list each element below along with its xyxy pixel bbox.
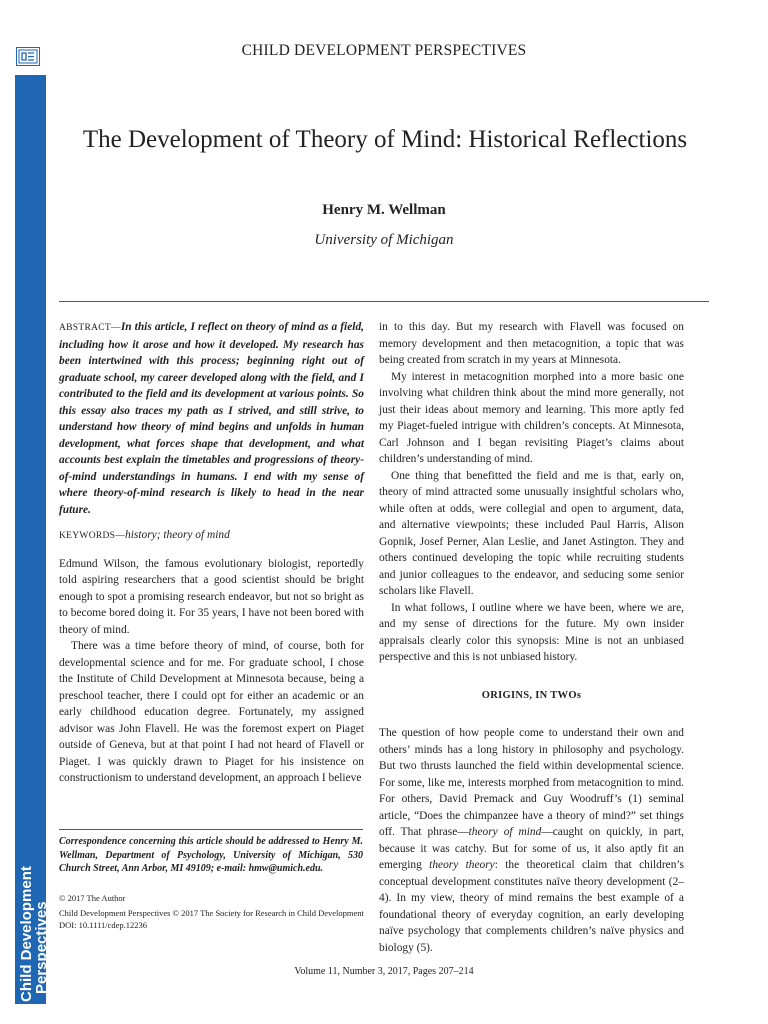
article-title: The Development of Theory of Mind: Historical Reflections xyxy=(82,126,688,153)
body-paragraph: There was a time before theory of mind, of course, both for developmental science and for me. For graduate school, I chose the Institute of Child Development at Minnesota because, being a preschool teacher, there I could opt for either an academic or an early childhood education degree. Fortunately, my assigned advisor was John Flavell. He was the foremost expert on Piaget outside of Geneva, but at that point I had not heard of Flavell or Piaget. I was quickly drawn to Piaget for his insistence on constructionism to understand development, an approach I believe xyxy=(59,640,364,784)
correspondence-note: Correspondence concerning this article should be addressed to Henry M. Wellman, Department of Psychology, University of Michigan, 530 Church Street, Ann Arbor, MI 49109; e-mail: hmw@umich.edu. xyxy=(59,836,363,874)
author-name: Henry M. Wellman xyxy=(322,202,446,218)
footnote-divider xyxy=(59,829,363,830)
origins-text-part1: The question of how people come to understand their own and others’ minds has a long history in philosophy and psychology. But two thrusts launched the field within developmental science. For some, like me, interests morphed from metacognition to mind. For others, David Premack and Guy Woodruff’s (1) seminal article, “Does the chimpanzee have a theory of mind?” set things off. That phrase— xyxy=(379,727,684,838)
origins-emphasis-2: theory theory xyxy=(429,859,495,871)
keywords-lead: KEYWORDS— xyxy=(59,531,126,541)
abstract-text: In this article, I reflect on theory of mind as a field, including how it arose and how it developed. My research has been intertwined with this process; beginning right out of graduate school, my career developed along with the field, and I contributed to the field and its development at various points. So this essay also traces my path as I strived, and still strive, to understand how theory of mind begins and unfolds in human development, what forces shape that development, and what accounts best explain the timetables and progressions of theory-of-mind understandings in humans. I end with my sense of where theory-of-mind research is likely to head in the near future. xyxy=(59,321,364,516)
abstract-lead: ABSTRACT— xyxy=(59,323,121,333)
copyright-journal: Child Development Perspectives © 2017 The Society for Research in Child Development xyxy=(59,908,364,918)
origins-text-part3: : the theoretical claim that children’s conceptual development constitutes naïve theory development (2–4). In my view, theory of mind remains the best example of a foundational theory of everyday cognition, an early developing naïve psychology that complements children’s naïve physics and biology (5). xyxy=(379,859,684,954)
side-label-line2: Perspectives xyxy=(33,901,50,994)
header-divider xyxy=(59,301,709,302)
origins-emphasis-1: theory of mind xyxy=(468,826,542,838)
keywords-text: history; theory of mind xyxy=(125,529,230,541)
page-footer: Volume 11, Number 3, 2017, Pages 207–214 xyxy=(294,966,474,977)
journal-header: CHILD DEVELOPMENT PERSPECTIVES xyxy=(241,42,527,59)
origins-text-part2: —caught on quickly, in part, because it was catchy. But for some of us, it also aptly fit an emerging xyxy=(379,826,684,871)
copyright-author: © 2017 The Author xyxy=(59,893,126,903)
doi: DOI: 10.1111/cdep.12236 xyxy=(59,920,148,930)
side-label-line1: Child Development xyxy=(18,866,35,1002)
body-paragraph: in to this day. But my research with Flavell was focused on memory development and then metacognition, a topic that was being created from scratch in my years at Minnesota. xyxy=(379,321,684,366)
right-column xyxy=(379,319,684,956)
side-journal-label xyxy=(19,866,49,1002)
body-paragraph: One thing that benefitted the field and me is that, early on, theory of mind attracted some unusually insightful scholars who, while often at odds, were collegial and open to argument, data, and alternative viewpoints; these included Paul Harris, Alison Gopnik, Josef Perner, Alan Leslie, and Janet Astington. They and others continued developing the topic while recruiting students and junior colleagues to the endeavor, and seducing some senior scholars like Flavell. xyxy=(379,469,684,597)
author-affiliation: University of Michigan xyxy=(314,232,454,248)
body-paragraph: Edmund Wilson, the famous evolutionary biologist, reportedly told aspiring researchers that a good scientist should be bright enough to spot a promising research endeavor, but not so bright as to become bored doing it. For 35 years, I have not been bored with theory of mind. xyxy=(59,557,364,636)
abstract xyxy=(59,319,364,518)
left-column xyxy=(59,319,364,787)
body-paragraph: In what follows, I outline where we have been, where we are, and my sense of directions for the future. My own insider appraisals clearly color this synopsis: Mine is not an unbiased perspective and this is not unbiased history. xyxy=(379,601,684,663)
body-paragraph: My interest in metacognition morphed into a more basic one involving what children think about the mind more generally, not just their ideas about memory and learning. This more aptly fed my Piaget-fueled intrigue with children’s concepts. At Minnesota, Carl Johnson and I began revisiting Piaget’s claims about children’s understanding of mind. xyxy=(379,370,684,465)
keywords xyxy=(59,527,364,545)
body-paragraph-origins xyxy=(379,725,684,956)
section-heading: ORIGINS, IN TWOs xyxy=(481,689,582,701)
